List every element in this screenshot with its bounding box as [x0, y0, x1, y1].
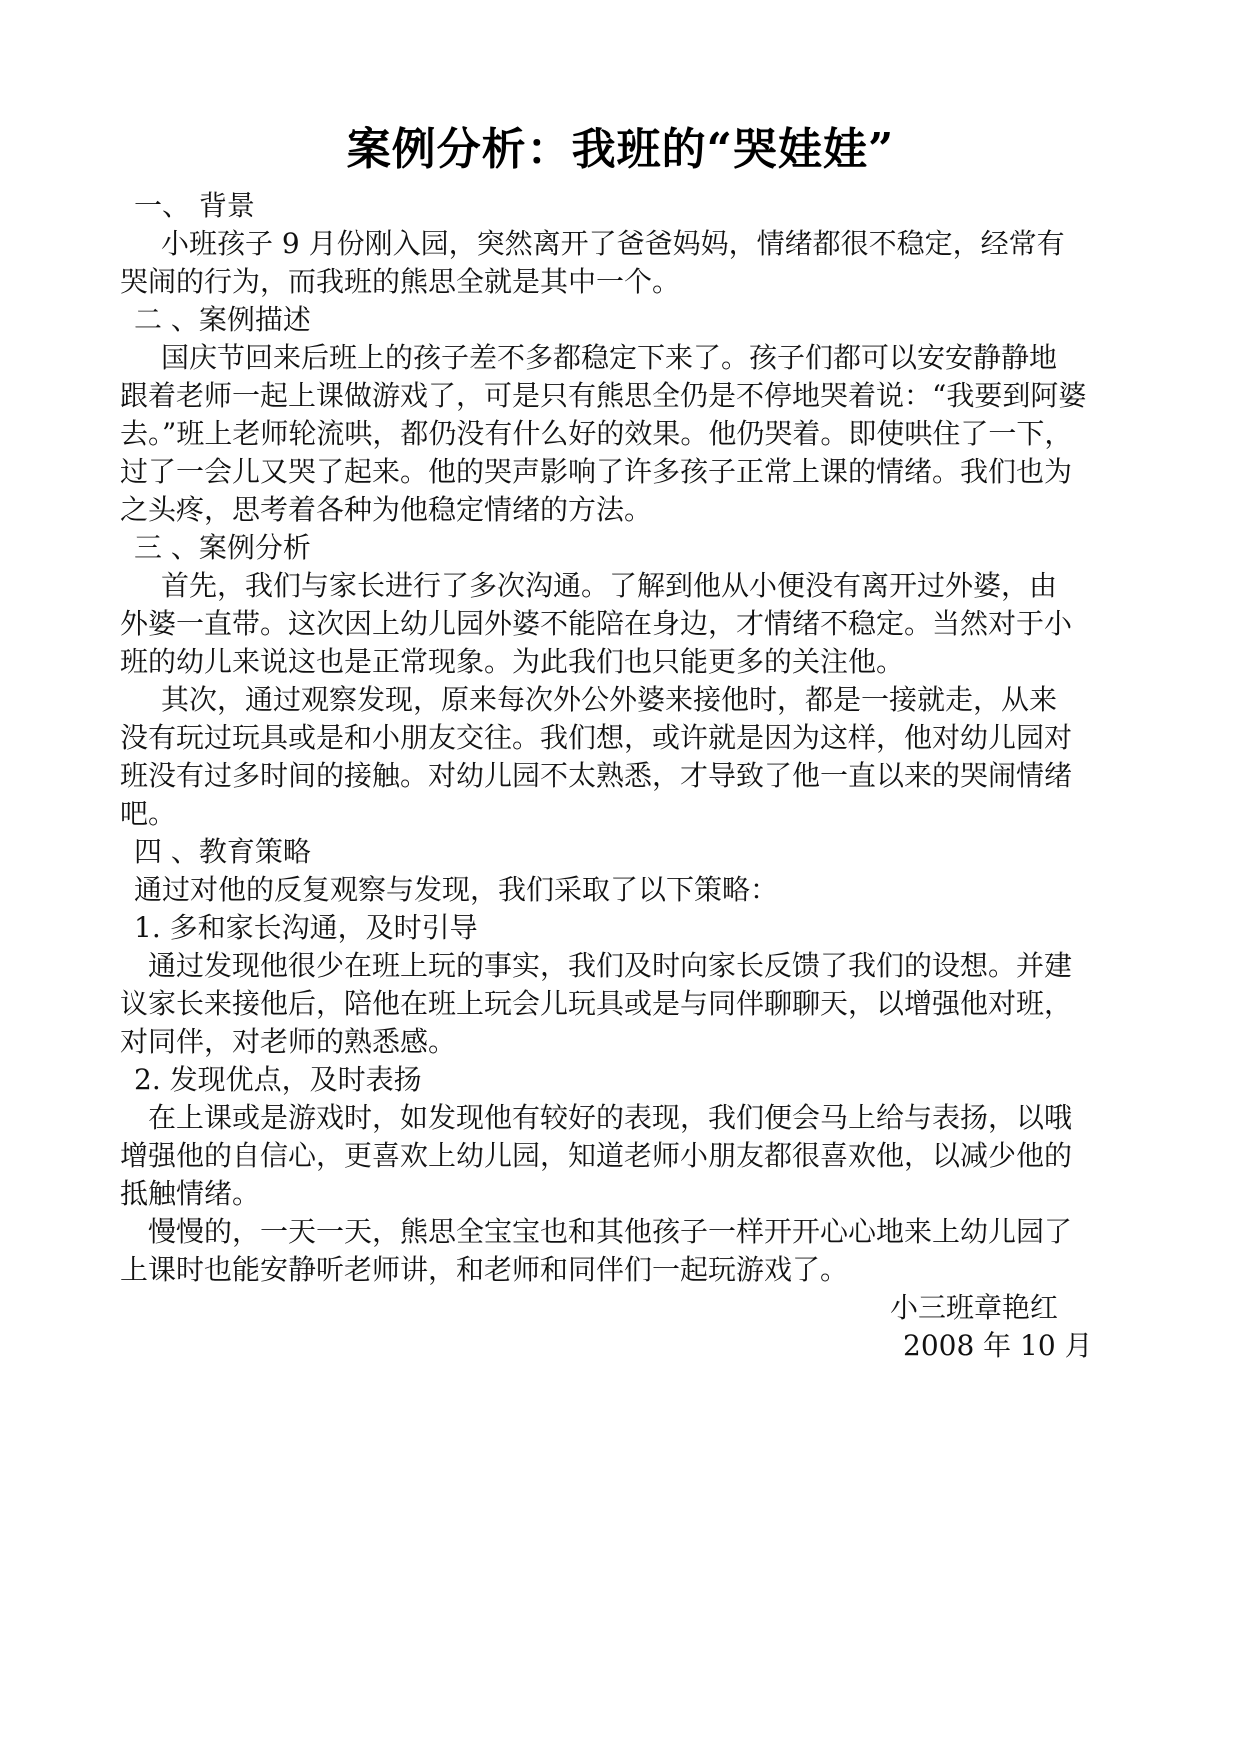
paragraph-line: 哭闹的行为，而我班的熊思全就是其中一个。: [120, 265, 681, 298]
paragraph-line: 其次，通过观察发现，原来每次外公外婆来接他时，都是一接就走，从来: [161, 683, 1058, 716]
signature-author: 小三班章艳红: [890, 1291, 1059, 1324]
paragraph-line: 通过发现他很少在班上玩的事实，我们及时向家长反馈了我们的设想。并建: [148, 949, 1073, 982]
section-heading-background: 一、 背景: [134, 189, 255, 222]
paragraph-line: 在上课或是游戏时，如发现他有较好的表现，我们便会马上给与表扬，以哦: [148, 1101, 1073, 1134]
page-title: 案例分析：我班的“哭娃娃”: [346, 124, 895, 175]
strategy-item-1-heading: 1. 多和家长沟通，及时引导: [134, 911, 478, 944]
paragraph-line: 班没有过多时间的接触。对幼儿园不太熟悉，才导致了他一直以来的哭闹情绪: [120, 759, 1073, 792]
paragraph-line: 过了一会儿又哭了起来。他的哭声影响了许多孩子正常上课的情绪。我们也为: [120, 455, 1073, 488]
paragraph-line: 班的幼儿来说这也是正常现象。为此我们也只能更多的关注他。: [120, 645, 905, 678]
section-heading-education-strategy: 四 、教育策略: [134, 835, 311, 868]
paragraph-line: 对同伴，对老师的熟悉感。: [120, 1025, 457, 1058]
paragraph-line: 首先，我们与家长进行了多次沟通。了解到他从小便没有离开过外婆，由: [161, 569, 1058, 602]
paragraph-line: 抵触情绪。: [120, 1177, 261, 1210]
paragraph-line: 慢慢的，一天一天，熊思全宝宝也和其他孩子一样开开心心地来上幼儿园了: [148, 1215, 1073, 1248]
paragraph-line: 去。”班上老师轮流哄，都仍没有什么好的效果。他仍哭着。即使哄住了一下，: [120, 417, 1073, 450]
paragraph-line: 跟着老师一起上课做游戏了，可是只有熊思全仍是不停地哭着说：“我要到阿婆: [120, 379, 1087, 412]
paragraph-line: 议家长来接他后，陪他在班上玩会儿玩具或是与同伴聊聊天，以增强他对班，: [120, 987, 1073, 1020]
paragraph-line: 国庆节回来后班上的孩子差不多都稳定下来了。孩子们都可以安安静静地: [161, 341, 1058, 374]
strategy-item-2-heading: 2. 发现优点，及时表扬: [134, 1063, 422, 1096]
section-heading-case-description: 二 、案例描述: [134, 303, 311, 336]
section-heading-case-analysis: 三 、案例分析: [134, 531, 311, 564]
paragraph-line: 之头疼，思考着各种为他稳定情绪的方法。: [120, 493, 653, 526]
paragraph-line: 通过对他的反复观察与发现，我们采取了以下策略：: [134, 873, 779, 906]
paragraph-line: 上课时也能安静听老师讲，和老师和同伴们一起玩游戏了。: [120, 1253, 849, 1286]
paragraph-line: 外婆一直带。这次因上幼儿园外婆不能陪在身边，才情绪不稳定。当然对于小: [120, 607, 1073, 640]
paragraph-line: 增强他的自信心，更喜欢上幼儿园，知道老师小朋友都很喜欢他，以减少他的: [120, 1139, 1073, 1172]
paragraph-line: 没有玩过玩具或是和小朋友交往。我们想，或许就是因为这样，他对幼儿园对: [120, 721, 1073, 754]
paragraph-line: 吧。: [120, 797, 177, 830]
signature-date: 2008 年 10 月: [903, 1329, 1093, 1362]
paragraph-line: 小班孩子 9 月份刚入园，突然离开了爸爸妈妈，情绪都很不稳定，经常有: [161, 227, 1065, 260]
